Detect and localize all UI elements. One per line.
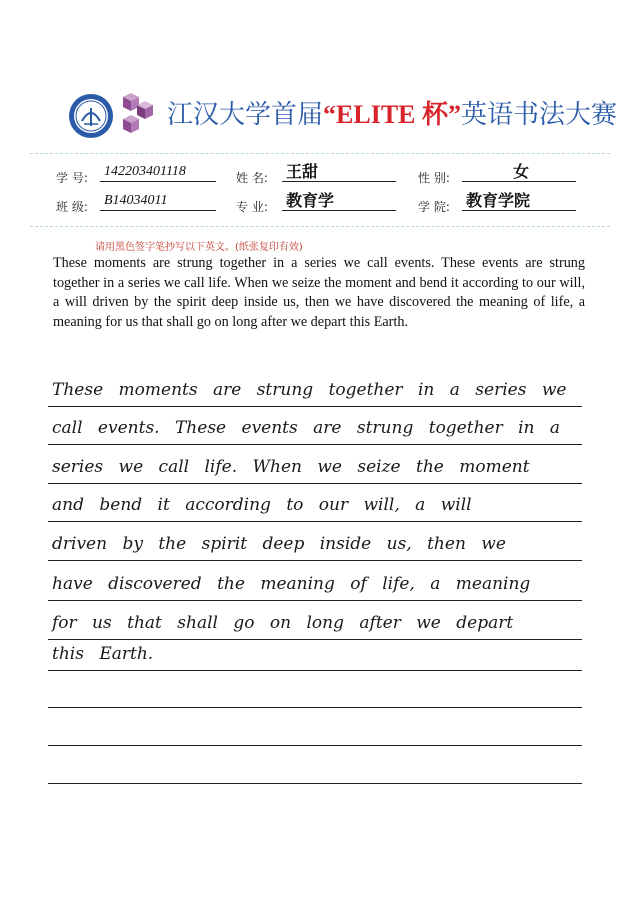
writing-line (48, 560, 582, 561)
handwritten-line: These moments are strung together in a series we (52, 380, 567, 400)
handwritten-line: have discovered the meaning of life, a meaning (52, 574, 531, 594)
title-part2: 英语书法大赛 (461, 100, 618, 130)
university-seal-icon (68, 93, 114, 139)
handwritten-line: this Earth. (52, 644, 154, 664)
gender-label: 性 别: (418, 171, 450, 185)
writing-line (48, 406, 582, 407)
major-label: 专 业: (236, 200, 268, 214)
top-divider (30, 153, 610, 154)
title-highlight: “ELITE 杯” (323, 100, 462, 129)
page-title (167, 94, 617, 131)
writing-line (48, 444, 582, 445)
writing-line (48, 707, 582, 708)
writing-line (48, 670, 582, 671)
class-label: 班 级: (56, 200, 88, 214)
writing-line (48, 745, 582, 746)
writing-line (48, 600, 582, 601)
major-field[interactable]: 教育学 (282, 190, 396, 211)
gender-field[interactable]: 女 (462, 161, 576, 182)
college-label: 学 院: (418, 200, 450, 214)
writing-line (48, 639, 582, 640)
student-id-label: 学 号: (56, 171, 88, 185)
class-field[interactable]: B14034011 (100, 190, 216, 211)
name-field[interactable]: 王甜 (282, 161, 396, 182)
name-label: 姓 名: (236, 171, 268, 185)
elite-logo-icon (121, 91, 157, 137)
handwritten-line: driven by the spirit deep inside us, then we (52, 534, 506, 554)
writing-line (48, 483, 582, 484)
handwritten-line: and bend it according to our will, a will (52, 495, 472, 515)
handwritten-line: for us that shall go on long after we depart (52, 613, 514, 633)
instruction-text: 请用黑色签字笔抄写以下英文。(纸张复印有效) (95, 242, 303, 253)
college-field[interactable]: 教育学院 (462, 190, 576, 211)
source-passage: These moments are strung together in a series we call events. These events are strung together in a series we call life. When we seize the moment and bend it according to our will, a will driven by the spirit deep inside us, then we have discovered the meaning of life, a meaning for us that shall go on long after we depart this Earth. (53, 255, 585, 330)
student-id-field[interactable]: 142203401118 (100, 161, 216, 182)
form-divider (30, 226, 610, 227)
writing-line (48, 521, 582, 522)
writing-line (48, 783, 582, 784)
title-part1: 江汉大学首届 (167, 100, 324, 130)
handwritten-line: call events. These events are strung together in a (52, 418, 561, 438)
handwritten-line: series we call life. When we seize the moment (52, 457, 530, 477)
